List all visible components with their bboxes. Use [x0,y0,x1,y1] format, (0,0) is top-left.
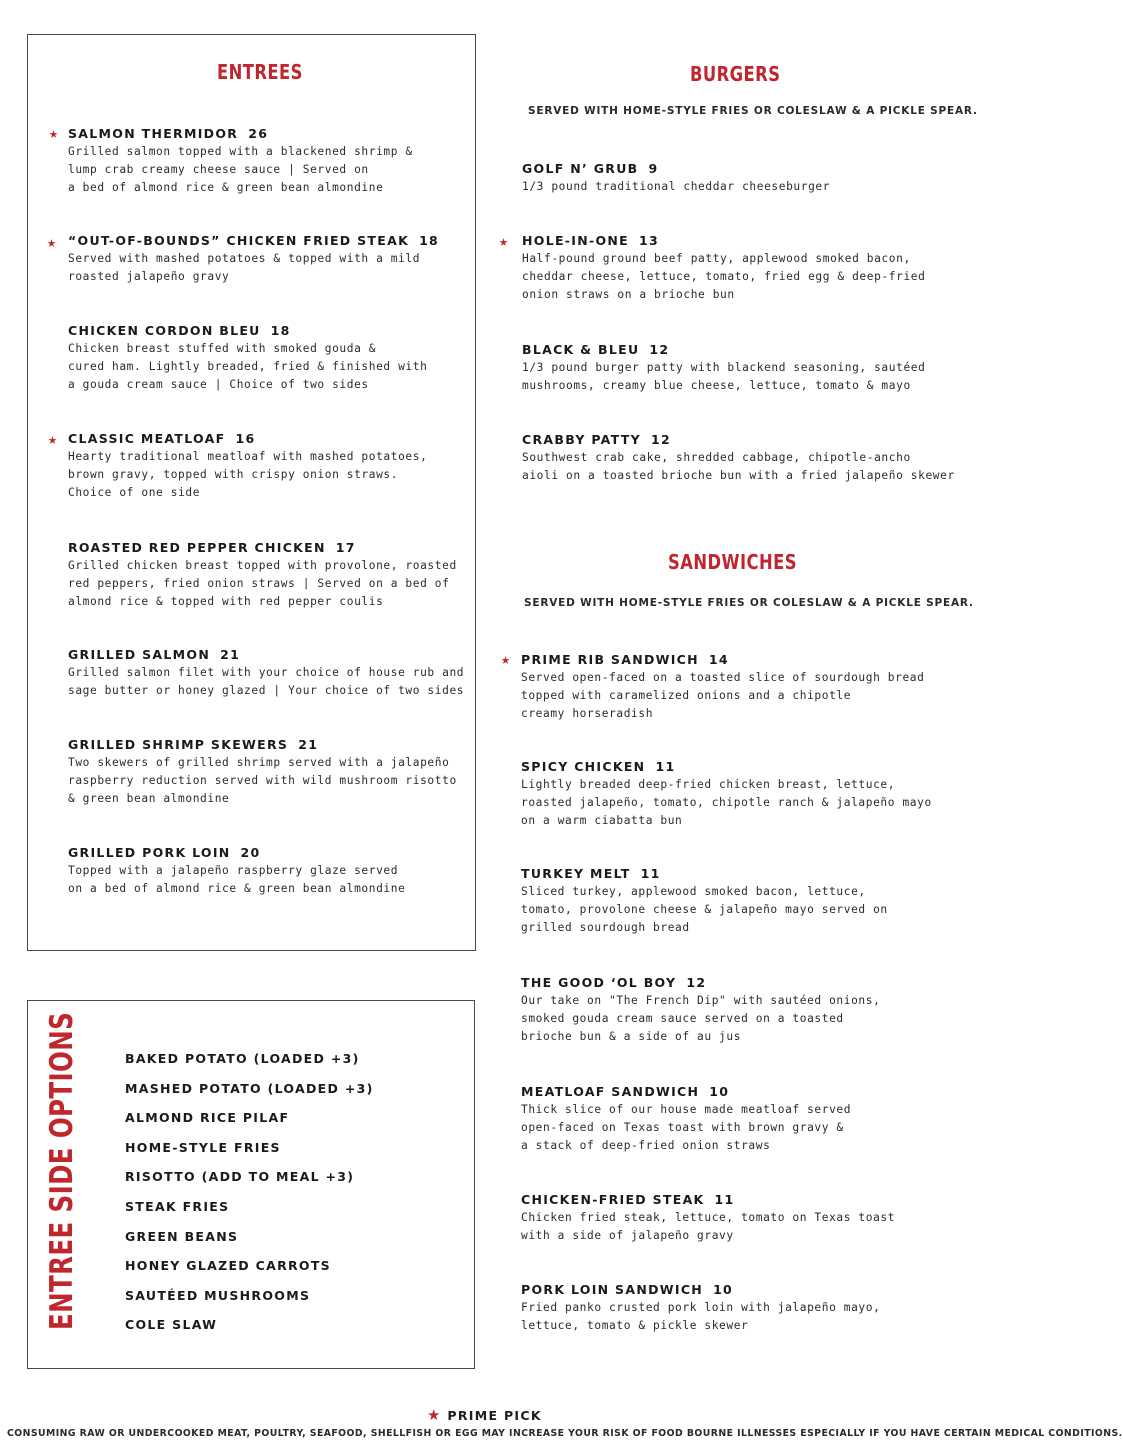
item-description: Half-pound ground beef patty, applewood smoked bacon, cheddar cheese, lettuce, tomato, fried egg & deep-fried onion straws on a brioche bun [522,252,926,301]
item-description: Topped with a jalapeño raspberry glaze served on a bed of almond rice & green bean almondine [68,864,406,895]
item-description: Hearty traditional meatloaf with mashed potatoes, brown gravy, topped with crispy onion straws. Choice of one side [68,450,428,499]
menu-item-chicken-cordon-bleu [68,322,427,394]
menu-item-the-good-ol-boy [521,974,880,1046]
entrees-heading: ENTREES [217,60,303,84]
item-description: Our take on "The French Dip" with sautéed onions, smoked gouda cream sauce served on a toasted brioche bun & a side of au jus [521,994,881,1043]
item-price: 12 [649,342,670,357]
side-option-item: MASHED POTATO (LOADED +3) [125,1080,374,1096]
item-price: 12 [686,975,707,990]
item-name: SPICY CHICKEN [521,759,646,774]
item-name: BLACK & BLEU [522,342,640,357]
side-option-item: SAUTÉED MUSHROOMS [125,1287,311,1303]
item-description: Served open-faced on a toasted slice of sourdough bread topped with caramelized onions and a chipotle creamy horseradish [521,671,925,720]
item-description: 1/3 pound traditional cheddar cheeseburger [522,180,831,193]
side-option-item: HOME-STYLE FRIES [125,1139,281,1155]
side-option-item: RISOTTO (ADD TO MEAL +3) [125,1169,355,1185]
item-description: Thick slice of our house made meatloaf served open-faced on Texas toast with brown gravy & a stack of deep-fried onion straws [521,1103,852,1152]
item-name: “OUT-OF-BOUNDS” CHICKEN FRIED STEAK [68,233,410,248]
item-price: 9 [648,161,659,176]
item-description: Lightly breaded deep-fried chicken breast, lettuce, roasted jalapeño, tomato, chipotle ranch & jalapeño mayo on a warm ciabatta bun [521,778,932,827]
item-name: CHICKEN CORDON BLEU [68,323,261,338]
item-name: HOLE-IN-ONE [522,233,630,248]
item-name: PRIME RIB SANDWICH [521,652,699,667]
menu-item-salmon-thermidor [68,125,413,197]
side-option-item: ALMOND RICE PILAF [125,1110,290,1126]
item-description: Grilled salmon filet with your choice of house rub and sage butter or honey glazed | Your choice of two sides [68,666,465,697]
item-price: 13 [639,233,660,248]
item-price: 11 [640,866,661,881]
item-name: CHICKEN-FRIED STEAK [521,1192,705,1207]
item-name: THE GOOD ‘OL BOY [521,975,677,990]
side-option-item: STEAK FRIES [125,1198,230,1214]
menu-item-spicy-chicken [521,758,932,830]
legend-label: PRIME PICK [447,1408,542,1423]
menu-item-prime-rib-sandwich [521,651,924,723]
menu-item-hole-in-one [522,232,925,304]
star-icon: ★ [427,1406,442,1424]
item-name: CRABBY PATTY [522,432,641,447]
item-name: PORK LOIN SANDWICH [521,1282,704,1297]
sandwiches-heading: SANDWICHES [668,550,797,574]
star-icon: ★ [47,233,57,251]
item-name: SALMON THERMIDOR [68,126,239,141]
menu-item-grilled-pork-loin [68,844,405,898]
menu-item-classic-meatloaf [68,430,427,502]
side-options-list [125,1044,374,1340]
sandwiches-subhead: SERVED WITH HOME-STYLE FRIES OR COLESLAW & A PICKLE SPEAR. [524,597,974,609]
menu-item-golf-n-grub [522,160,830,196]
menu-item-grilled-salmon [68,646,464,700]
item-description: Fried panko crusted pork loin with jalapeño mayo, lettuce, tomato & pickle skewer [521,1301,881,1332]
item-price: 11 [655,759,676,774]
prime-pick-legend [427,1406,542,1424]
star-icon: ★ [48,430,58,448]
item-description: Sliced turkey, applewood smoked bacon, lettuce, tomato, provolone cheese & jalapeño mayo served on grilled sourdough bread [521,885,888,934]
menu-item-chicken-fried-steak [521,1191,895,1245]
item-price: 17 [335,540,356,555]
item-price: 16 [235,431,256,446]
item-price: 14 [708,652,729,667]
item-name: GOLF N’ GRUB [522,161,639,176]
item-name: MEATLOAF SANDWICH [521,1084,700,1099]
item-name: GRILLED PORK LOIN [68,845,231,860]
item-price: 12 [650,432,671,447]
menu-item-out-of-bounds-chicken-fried-steak [68,232,439,286]
menu-item-roasted-red-pepper-chicken [68,539,457,611]
food-safety-disclaimer: CONSUMING RAW OR UNDERCOOKED MEAT, POULTRY, SEAFOOD, SHELLFISH OR EGG MAY INCREASE YOUR RISK OF FOOD BOURNE ILLNESSES ESPECIALLY IF YOU HAVE CERTAIN MEDICAL CONDITIONS. [7,1428,1123,1439]
item-description: Chicken fried steak, lettuce, tomato on Texas toast with a side of jalapeño gravy [521,1211,896,1242]
side-option-item: COLE SLAW [125,1317,218,1333]
item-description: Southwest crab cake, shredded cabbage, chipotle-ancho aioli on a toasted brioche bun with a fried jalapeño skewer [522,451,955,482]
item-price: 20 [240,845,261,860]
item-price: 18 [419,233,440,248]
item-price: 21 [298,737,319,752]
burgers-heading: BURGERS [690,62,781,86]
item-description: 1/3 pound burger patty with blackend seasoning, sautéed mushrooms, creamy blue cheese, lettuce, tomato & mayo [522,361,926,392]
item-price: 10 [709,1084,730,1099]
menu-item-turkey-melt [521,865,888,937]
star-icon: ★ [49,124,59,142]
item-name: GRILLED SHRIMP SKEWERS [68,737,289,752]
item-name: TURKEY MELT [521,866,631,881]
item-price: 11 [714,1192,735,1207]
menu-item-grilled-shrimp-skewers [68,736,457,808]
side-option-item: HONEY GLAZED CARROTS [125,1258,331,1274]
side-option-item: GREEN BEANS [125,1228,239,1244]
item-description: Chicken breast stuffed with smoked gouda & cured ham. Lightly breaded, fried & finished with a gouda cream sauce | Choice of two sides [68,342,428,391]
burgers-subhead: SERVED WITH HOME-STYLE FRIES OR COLESLAW & A PICKLE SPEAR. [528,105,978,117]
item-description: Grilled salmon topped with a blackened shrimp & lump crab creamy cheese sauce | Served on a bed of almond rice & green bean almondine [68,145,413,194]
star-icon: ★ [501,650,511,668]
item-name: ROASTED RED PEPPER CHICKEN [68,540,326,555]
star-icon: ★ [499,232,509,250]
item-name: CLASSIC MEATLOAF [68,431,226,446]
item-price: 10 [713,1282,734,1297]
menu-item-meatloaf-sandwich [521,1083,851,1155]
item-price: 18 [270,323,291,338]
item-description: Grilled chicken breast topped with provolone, roasted red peppers, fried onion straws | Served on a bed of almond rice & topped with red pepper coulis [68,559,457,608]
item-price: 21 [220,647,241,662]
item-description: Two skewers of grilled shrimp served with a jalapeño raspberry reduction served with wild mushroom risotto & green bean almondine [68,756,457,805]
item-description: Served with mashed potatoes & topped with a mild roasted jalapeño gravy [68,252,421,283]
menu-item-black-and-bleu [522,341,925,395]
side-options-heading: ENTREE SIDE OPTIONS [44,1011,80,1330]
menu-item-pork-loin-sandwich [521,1281,880,1335]
item-price: 26 [248,126,269,141]
item-name: GRILLED SALMON [68,647,211,662]
side-option-item: BAKED POTATO (LOADED +3) [125,1051,360,1066]
menu-item-crabby-patty [522,431,955,485]
